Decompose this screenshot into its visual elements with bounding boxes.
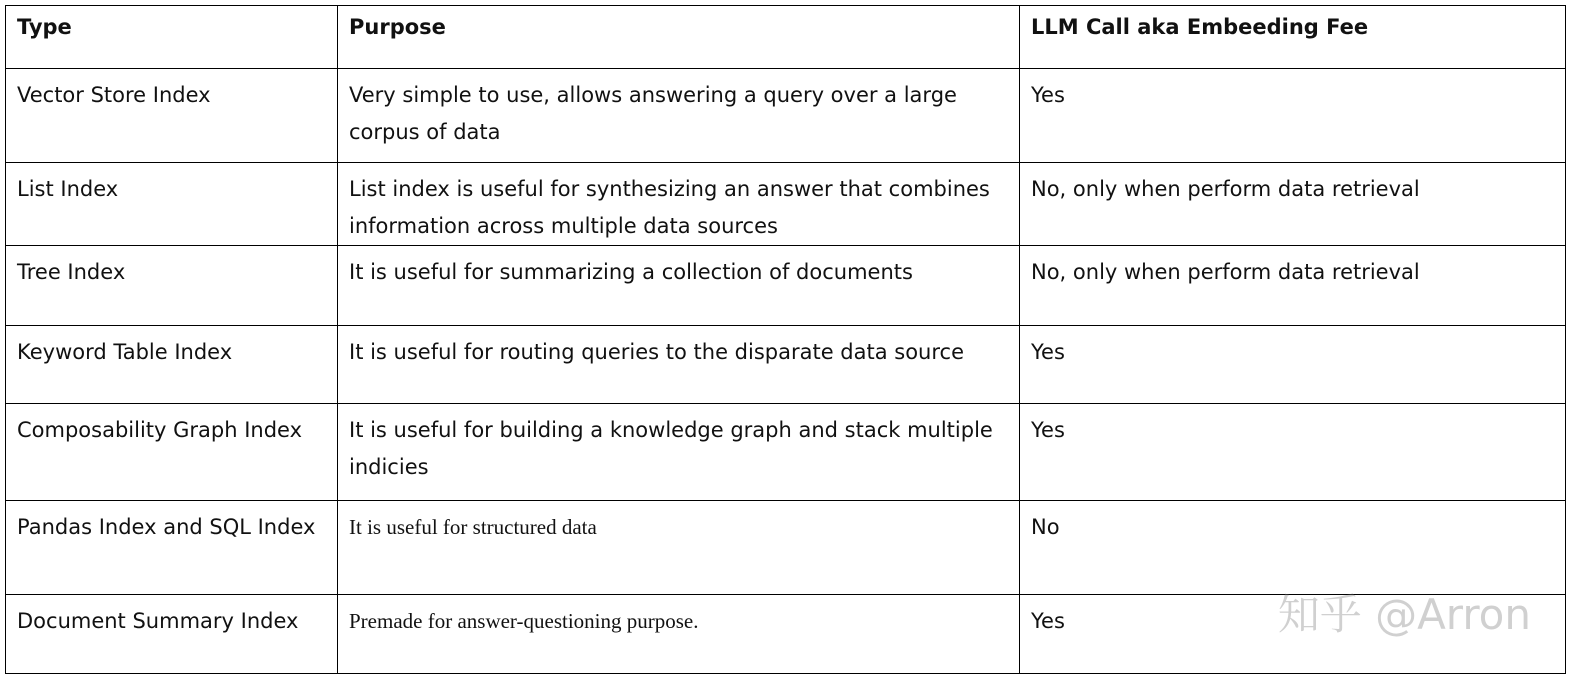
cell-type: Vector Store Index (6, 69, 338, 163)
cell-fee: Yes (1020, 595, 1566, 674)
header-llm-fee: LLM Call aka Embeeding Fee (1020, 6, 1566, 69)
index-types-table (5, 5, 1566, 674)
cell-fee: No, only when perform data retrieval (1020, 246, 1566, 326)
cell-purpose: It is useful for summarizing a collection of documents (338, 246, 1020, 326)
cell-purpose: List index is useful for synthesizing an answer that combines information across multiple data sources (338, 163, 1020, 246)
cell-fee: Yes (1020, 326, 1566, 404)
header-type: Type (6, 6, 338, 69)
cell-purpose: It is useful for structured data (338, 501, 1020, 595)
cell-purpose: It is useful for routing queries to the disparate data source (338, 326, 1020, 404)
cell-type: Keyword Table Index (6, 326, 338, 404)
cell-type: Document Summary Index (6, 595, 338, 674)
cell-type: Pandas Index and SQL Index (6, 501, 338, 595)
cell-type: Composability Graph Index (6, 404, 338, 501)
cell-type: List Index (6, 163, 338, 246)
cell-purpose: Very simple to use, allows answering a query over a large corpus of data (338, 69, 1020, 163)
table-row (6, 501, 1566, 595)
cell-type: Tree Index (6, 246, 338, 326)
table-row (6, 163, 1566, 246)
table-row (6, 326, 1566, 404)
table-row (6, 246, 1566, 326)
header-purpose: Purpose (338, 6, 1020, 69)
table-header-row (6, 6, 1566, 69)
cell-purpose: It is useful for building a knowledge graph and stack multiple indicies (338, 404, 1020, 501)
cell-fee: Yes (1020, 69, 1566, 163)
cell-fee: No (1020, 501, 1566, 595)
cell-fee: Yes (1020, 404, 1566, 501)
watermark: 知乎 @Arron (1277, 590, 1531, 639)
cell-fee: No, only when perform data retrieval (1020, 163, 1566, 246)
cell-purpose: Premade for answer-questioning purpose. (338, 595, 1020, 674)
table-row (6, 404, 1566, 501)
table-row (6, 69, 1566, 163)
